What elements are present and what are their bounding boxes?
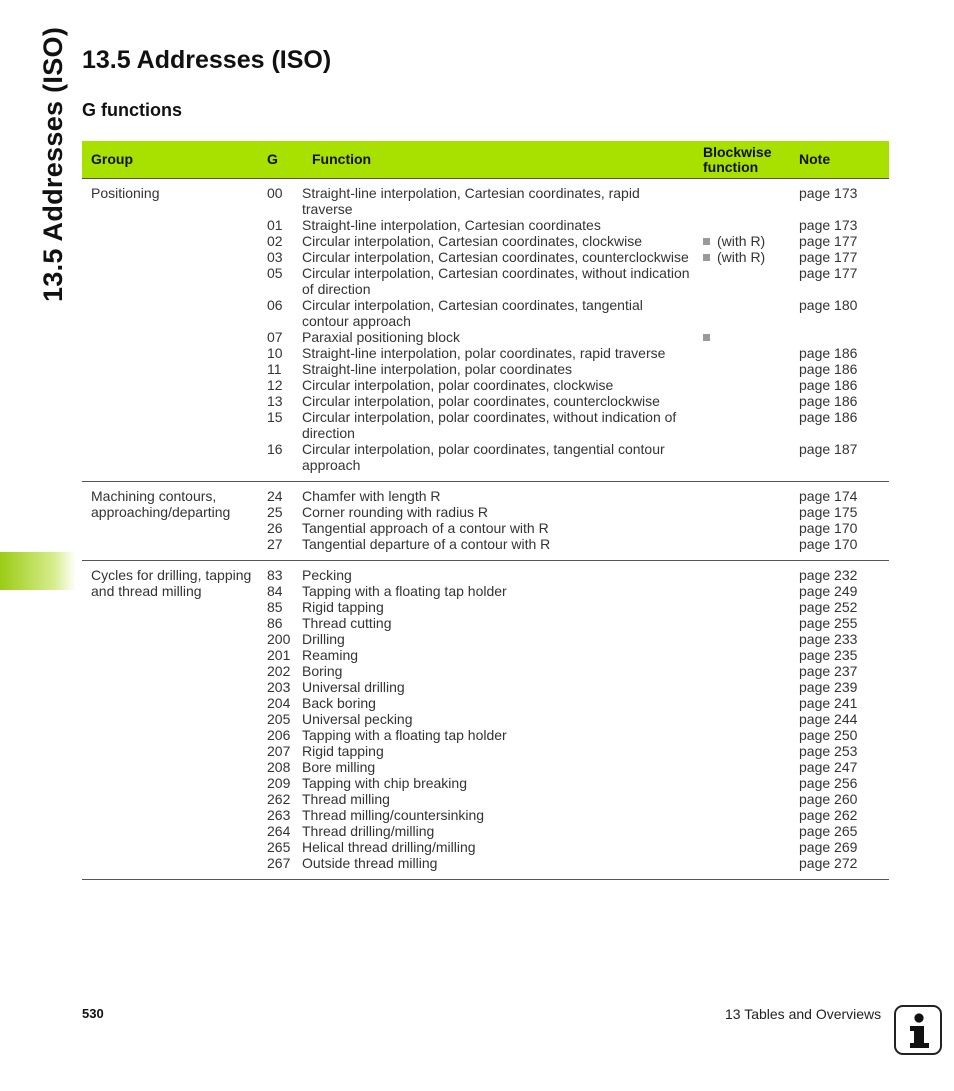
page-reference: page 272 [799,855,858,871]
table-row [258,791,889,807]
function-text: Circular interpolation, polar coordinates, tangential contour approach [302,441,665,473]
g-code: 27 [267,536,283,552]
blockwise-cell [703,599,799,615]
function-text: Thread drilling/milling [302,823,435,839]
blockwise-cell [703,393,799,409]
header-blockwise [703,145,799,175]
table-section [82,481,889,560]
table-row [258,583,889,599]
table-row [258,839,889,855]
table-row [258,217,889,233]
side-chapter-title: 13.5 Addresses (ISO) [38,26,68,302]
page-reference: page 186 [799,377,858,393]
g-code: 15 [267,409,283,425]
table-row [258,567,889,583]
blockwise-text: (with R) [717,233,766,249]
function-text: Universal drilling [302,679,405,695]
function-text: Tangential departure of a contour with R [302,536,551,552]
table-row [258,249,889,265]
table-row [258,409,889,441]
function-text: Circular interpolation, Cartesian coordinates, without indication of direction [302,265,690,297]
table-row [258,823,889,839]
page-reference: page 177 [799,249,858,265]
function-text: Universal pecking [302,711,413,727]
page-reference: page 269 [799,839,858,855]
blockwise-cell [703,265,799,297]
table-row [258,345,889,361]
function-text: Helical thread drilling/milling [302,839,476,855]
page-reference [799,329,889,345]
blockwise-marker-icon [703,254,710,261]
page-title: 13.5 Addresses (ISO) [82,46,332,74]
header-function: Function [312,151,372,167]
page-reference: page 239 [799,679,858,695]
table-row [258,361,889,377]
table-row [258,185,889,217]
page-reference: page 233 [799,631,858,647]
page-reference: page 247 [799,759,858,775]
function-text: Circular interpolation, Cartesian coordinates, clockwise [302,233,643,249]
table-row [258,807,889,823]
table-row [258,711,889,727]
section-title: G functions [82,100,182,120]
g-code: 83 [267,567,283,583]
blockwise-cell [703,727,799,743]
table-row [258,631,889,647]
function-text: Circular interpolation, polar coordinates, clockwise [302,377,614,393]
function-text: Straight-line interpolation, Cartesian coordinates, rapid traverse [302,185,640,217]
header-g: G [267,151,278,167]
g-code: 16 [267,441,283,457]
g-code: 13 [267,393,283,409]
blockwise-cell [703,711,799,727]
page-reference: page 262 [799,807,858,823]
blockwise-cell [703,823,799,839]
function-text: Boring [302,663,343,679]
header-note: Note [799,151,831,167]
header-group: Group [91,151,133,167]
page-reference: page 170 [799,536,858,552]
g-code: 86 [267,615,283,631]
blockwise-cell [703,233,799,249]
blockwise-cell [703,583,799,599]
table-row [258,727,889,743]
blockwise-cell [703,791,799,807]
function-text: Thread milling [302,791,390,807]
blockwise-cell [703,249,799,265]
group-label: Positioning [91,185,160,201]
table-row [258,393,889,409]
g-code: 84 [267,583,283,599]
page-reference: page 244 [799,711,858,727]
blockwise-cell [703,695,799,711]
info-icon-glyph [896,1007,940,1053]
table-row [258,265,889,297]
function-text: Straight-line interpolation, polar coordinates [302,361,573,377]
table-row [258,504,889,520]
blockwise-cell [703,185,799,217]
function-text: Tapping with a floating tap holder [302,583,507,599]
page-reference: page 175 [799,504,858,520]
g-code: 202 [267,663,291,679]
page-reference: page 241 [799,695,858,711]
function-text: Paraxial positioning block [302,329,460,345]
table-section [82,178,889,481]
table-row [258,855,889,871]
blockwise-marker-icon [703,238,710,245]
page-reference: page 186 [799,361,858,377]
blockwise-cell [703,631,799,647]
g-code: 05 [267,265,283,281]
blockwise-cell [703,743,799,759]
g-code: 205 [267,711,291,727]
g-code: 00 [267,185,283,201]
g-code: 208 [267,759,291,775]
chapter-name: 13 Tables and Overviews [725,1006,882,1022]
page-reference: page 186 [799,345,858,361]
g-code: 26 [267,520,283,536]
table-row [258,536,889,552]
table-header [82,141,889,178]
page-reference: page 174 [799,488,858,504]
page-reference: page 180 [799,297,858,313]
blockwise-cell [703,504,799,520]
page-reference: page 255 [799,615,858,631]
page-number: 530 [82,1006,104,1021]
g-code: 209 [267,775,291,791]
function-text: Chamfer with length R [302,488,441,504]
page-reference: page 232 [799,567,858,583]
page-reference: page 170 [799,520,858,536]
group-label: Machining contours, approaching/departing [91,488,231,520]
function-text: Circular interpolation, Cartesian coordinates, tangential contour approach [302,297,643,329]
info-icon [894,1005,942,1055]
function-text: Straight-line interpolation, polar coordinates, rapid traverse [302,345,666,361]
table-row [258,441,889,473]
table-row [258,695,889,711]
blockwise-cell [703,488,799,504]
page-reference: page 253 [799,743,858,759]
blockwise-cell [703,377,799,393]
function-text: Tapping with chip breaking [302,775,467,791]
page-reference: page 173 [799,185,858,201]
blockwise-cell [703,839,799,855]
g-code: 12 [267,377,283,393]
blockwise-cell [703,361,799,377]
page-reference: page 187 [799,441,858,457]
table-row [258,775,889,791]
function-text: Thread cutting [302,615,392,631]
page-reference: page 173 [799,217,858,233]
page-reference: page 235 [799,647,858,663]
blockwise-cell [703,807,799,823]
blockwise-cell [703,615,799,631]
table-row [258,615,889,631]
function-text: Rigid tapping [302,743,384,759]
g-code: 02 [267,233,283,249]
page-reference: page 250 [799,727,858,743]
table-row [258,233,889,249]
g-code: 262 [267,791,291,807]
g-code: 07 [267,329,283,345]
g-code: 01 [267,217,283,233]
table-row [258,743,889,759]
blockwise-cell [703,567,799,583]
function-text: Corner rounding with radius R [302,504,488,520]
function-text: Tapping with a floating tap holder [302,727,507,743]
page-reference: page 186 [799,409,858,425]
g-code: 265 [267,839,291,855]
function-text: Pecking [302,567,352,583]
g-code: 85 [267,599,283,615]
page-reference: page 256 [799,775,858,791]
function-text: Thread milling/countersinking [302,807,485,823]
table-row [258,520,889,536]
g-code: 203 [267,679,291,695]
table-row [258,599,889,615]
function-text: Circular interpolation, polar coordinates, counterclockwise [302,393,660,409]
blockwise-cell [703,520,799,536]
page-reference: page 177 [799,265,858,281]
function-text: Circular interpolation, Cartesian coordinates, counterclockwise [302,249,689,265]
page-reference: page 237 [799,663,858,679]
blockwise-marker-icon [703,334,710,341]
blockwise-text: (with R) [717,249,766,265]
function-text: Tangential approach of a contour with R [302,520,549,536]
g-code: 264 [267,823,291,839]
blockwise-cell [703,759,799,775]
g-code: 06 [267,297,283,313]
blockwise-cell [703,297,799,329]
g-code: 03 [267,249,283,265]
table-body [82,178,889,880]
blockwise-cell [703,409,799,441]
g-code: 267 [267,855,291,871]
group-label: Cycles for drilling, tapping and thread milling [91,567,252,599]
page-reference: page 260 [799,791,858,807]
function-text: Circular interpolation, polar coordinates, without indication of direction [302,409,677,441]
side-chapter-tab [0,552,76,590]
blockwise-cell [703,217,799,233]
function-text: Bore milling [302,759,376,775]
g-code: 263 [267,807,291,823]
table-row [258,488,889,504]
page-reference: page 252 [799,599,858,615]
blockwise-cell [703,329,799,345]
function-text: Outside thread milling [302,855,438,871]
blockwise-cell [703,536,799,552]
blockwise-cell [703,441,799,473]
table-row [258,329,889,345]
blockwise-cell [703,663,799,679]
g-code: 24 [267,488,283,504]
function-text: Drilling [302,631,345,647]
blockwise-cell [703,855,799,871]
table-row [258,679,889,695]
page-reference: page 265 [799,823,858,839]
blockwise-cell [703,647,799,663]
page-reference: page 177 [799,233,858,249]
g-code: 207 [267,743,291,759]
g-code: 204 [267,695,291,711]
g-code: 10 [267,345,283,361]
page-reference: page 186 [799,393,858,409]
header-blockwise-line2: function [703,158,759,175]
function-text: Back boring [302,695,376,711]
table-row [258,647,889,663]
table-row [258,663,889,679]
g-code: 201 [267,647,291,663]
table-row [258,297,889,329]
table-row [258,759,889,775]
header-blockwise-line1: Blockwise [703,143,772,160]
g-code: 25 [267,504,283,520]
blockwise-cell [703,679,799,695]
g-code: 11 [267,361,282,377]
function-text: Rigid tapping [302,599,384,615]
blockwise-cell [703,775,799,791]
g-code: 200 [267,631,291,647]
g-functions-table [82,141,889,880]
blockwise-cell [703,345,799,361]
table-section [82,560,889,880]
g-code: 206 [267,727,291,743]
table-row [258,377,889,393]
function-text: Reaming [302,647,359,663]
page-reference: page 249 [799,583,858,599]
function-text: Straight-line interpolation, Cartesian coordinates [302,217,601,233]
